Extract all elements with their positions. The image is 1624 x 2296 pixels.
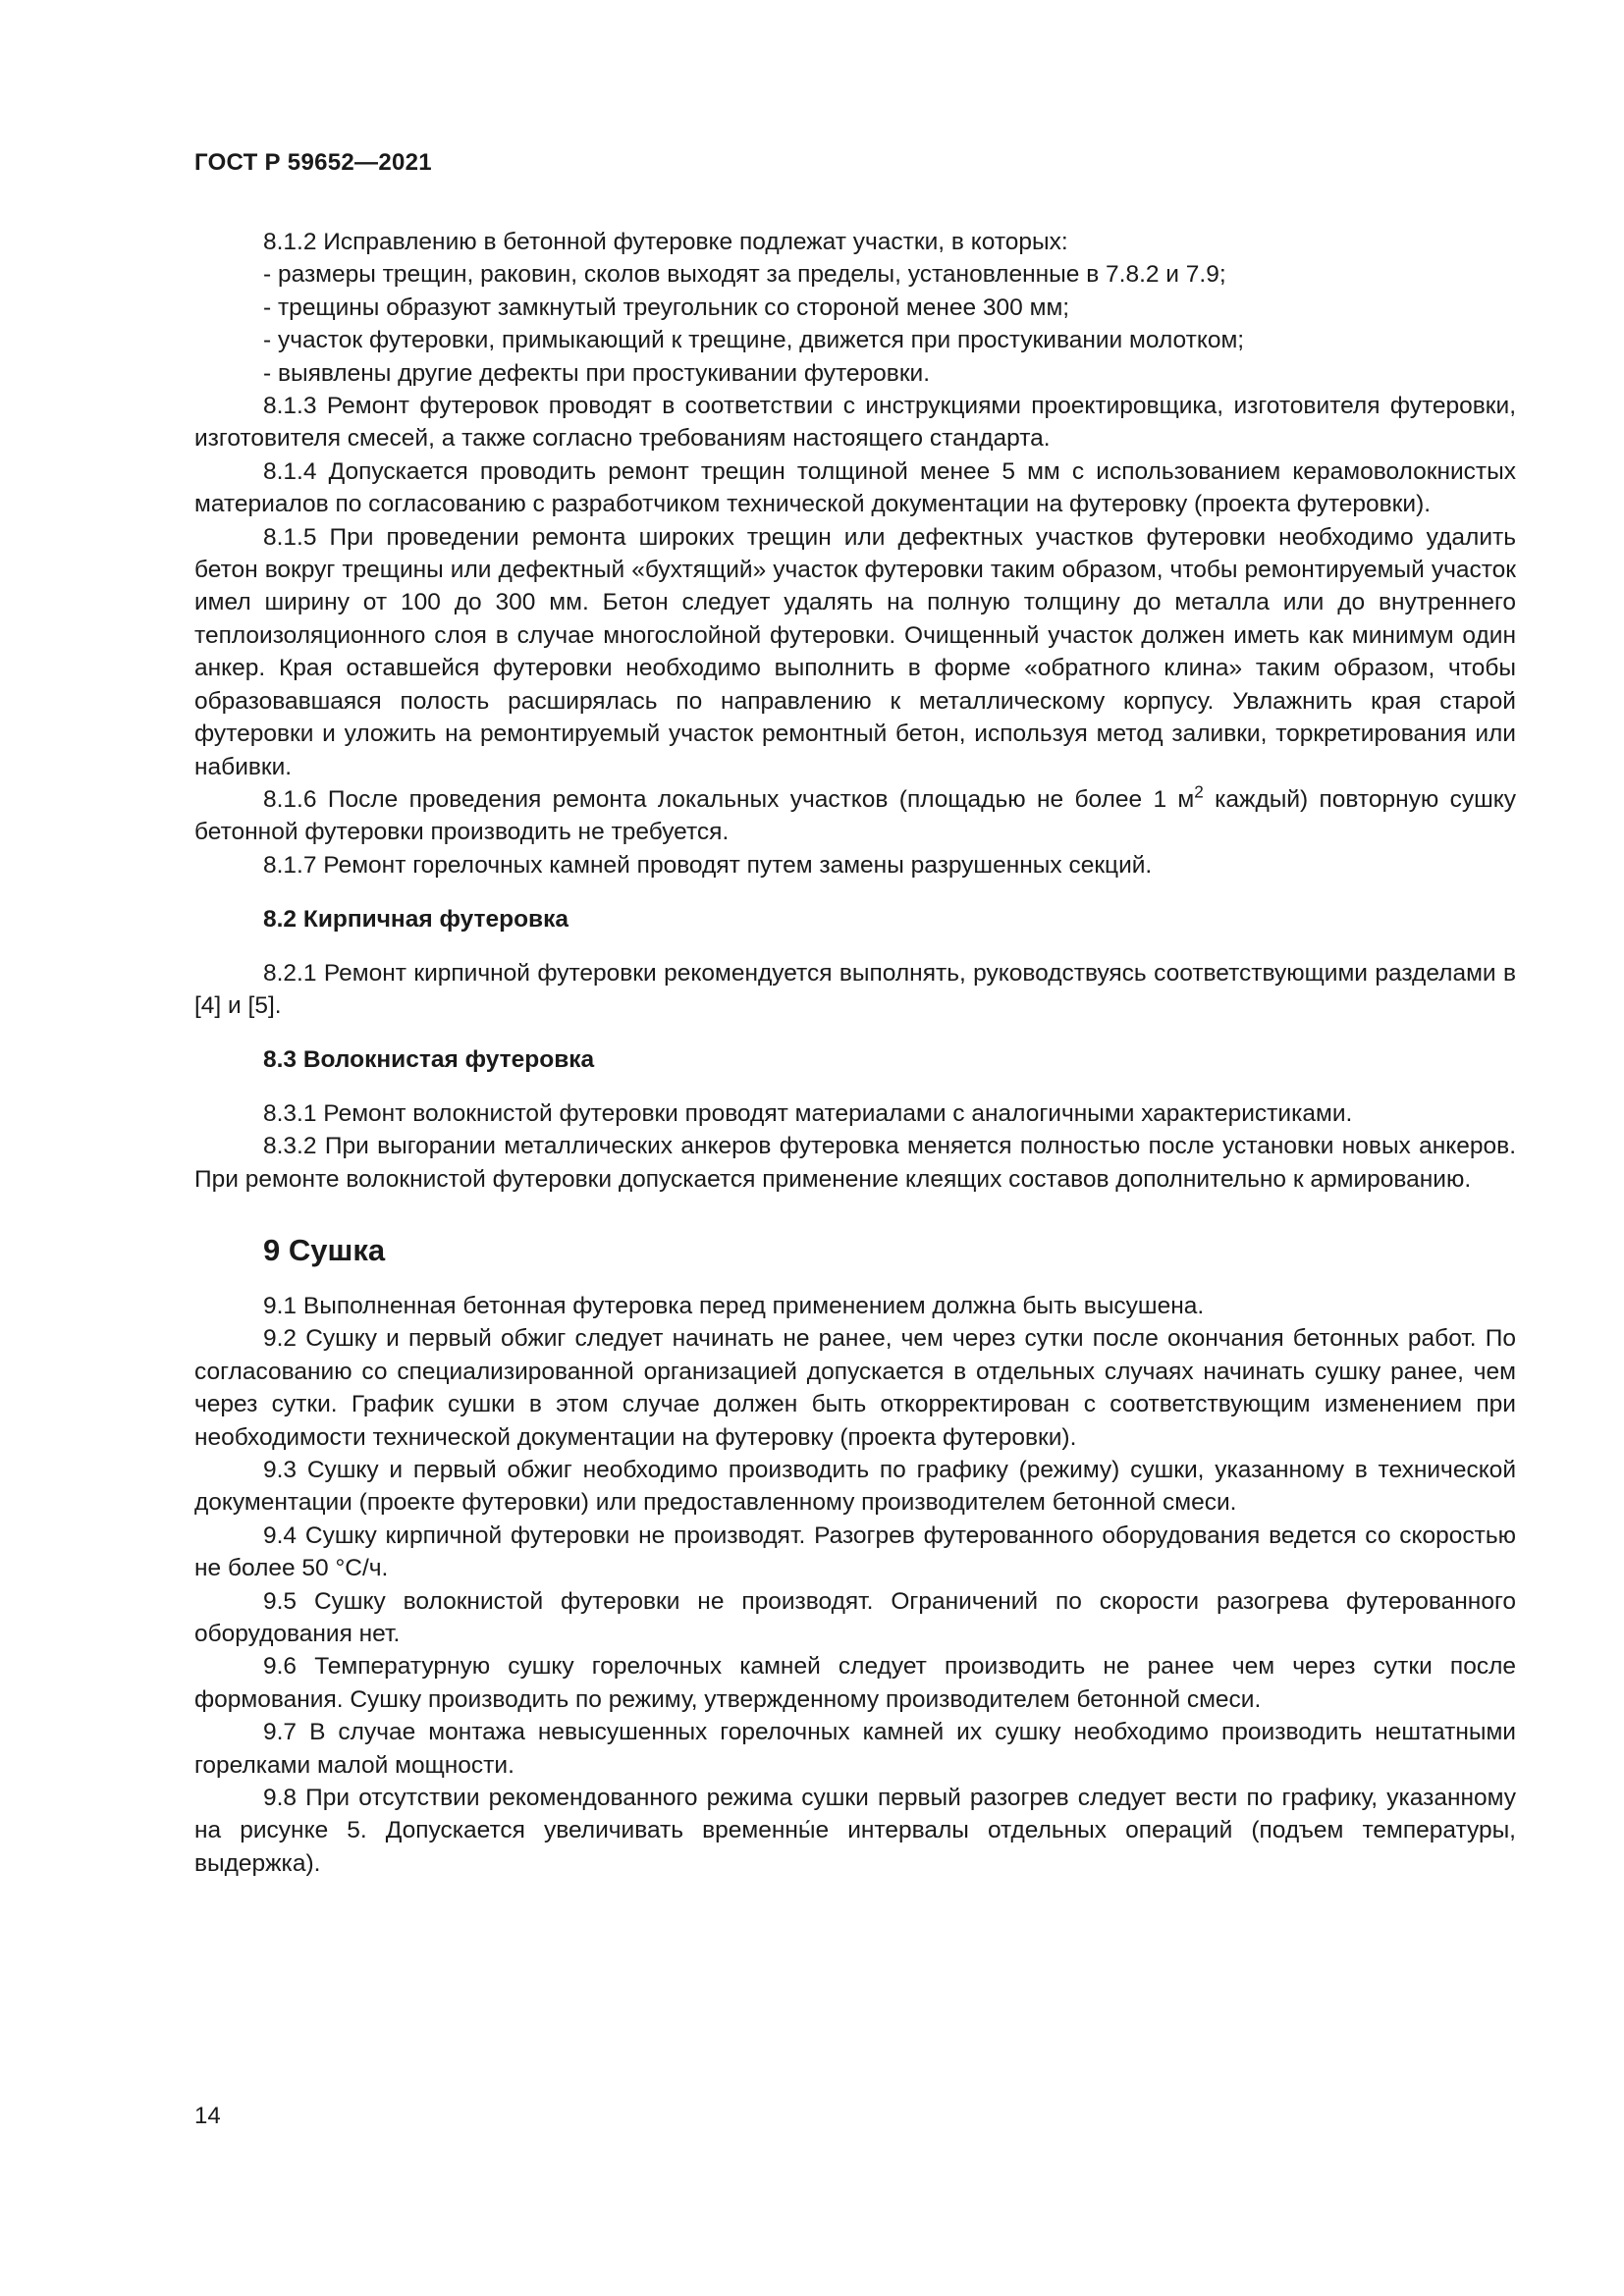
list-item: - размеры трещин, раковин, сколов выходят за пределы, установленные в 7.8.2 и 7.9; [263,261,1226,289]
document-header: ГОСТ Р 59652—2021 [194,149,432,176]
subsection-title-8-3: 8.3 Волокнистая футеровка [263,1046,595,1074]
paragraph-8-1-3: 8.1.3 Ремонт футеровок проводят в соответствии с инструкциями проектировщика, изготовителя футеровки, изготовителя смесей, а также согласно требованиям настоящего стандарта. [194,393,1516,453]
paragraph-8-3-1: 8.3.1 Ремонт волокнистой футеровки проводят материалами с аналогичными характеристиками. [263,1099,1353,1127]
paragraph-9-2: 9.2 Сушку и первый обжиг следует начинать не ранее, чем через сутки после окончания бетонных работ. По согласованию со специализированной организацией допускается в отдельных случаях начинать сушку ранее, чем через сутки. График сушки в этом случае должен быть откорректирован с соответствующим изменением при необходимости технической документации на футеровку (проекта футеровки). [194,1325,1516,1451]
paragraph-8-3-2: 8.3.2 При выгорании металлических анкеров футеровка меняется полностью после установки новых анкеров. При ремонте волокнистой футеровки допускается применение клеящих составов дополнительно к армированию. [194,1133,1516,1193]
paragraph-9-4: 9.4 Сушку кирпичной футеровки не производят. Разогрев футерованного оборудования ведется со скоростью не более 50 °С/ч. [194,1522,1516,1582]
paragraph-8-1-7: 8.1.7 Ремонт горелочных камней проводят путем замены разрушенных секций. [263,851,1153,879]
paragraph-8-2-1: 8.2.1 Ремонт кирпичной футеровки рекомендуется выполнять, руководствуясь соответствующими разделами в [4] и [5]. [194,959,1516,1019]
paragraph-8-1-5: 8.1.5 При проведении ремонта широких трещин или дефектных участков футеровки необходимо удалить бетон вокруг трещины или дефектный «бухтящий» участок футеровки таким образом, чтобы ремонтируемый участок имел ширину от 100 до 300 мм. Бетон следует удалять на полную толщину до металла или до внутреннего теплоизоляционного слоя в случае многослойной футеровки. Очищенный участок должен иметь как минимум один анкер. Края оставшейся футеровки необходимо выполнить в форме «обратного клина» таким образом, чтобы образовавшаяся полость расширялась по направлению к металлическому корпусу. Увлажнить края старой футеровки и уложить на ремонтируемый участок ремонтный бетон, используя метод заливки, торкретирования или набивки. [194,523,1516,780]
page-number: 14 [194,2103,221,2129]
paragraph-9-3: 9.3 Сушку и первый обжиг необходимо производить по графику (режиму) сушки, указанному в технической документации (проекте футеровки) или предоставленному производителем бетонной смеси. [194,1457,1516,1517]
paragraph-8-1-6 [194,783,1516,849]
list-item: - выявлены другие дефекты при простукивании футеровки. [263,359,931,387]
paragraph-9-6: 9.6 Температурную сушку горелочных камней следует производить не ранее чем через сутки после формования. Сушку производить по режиму, утвержденному производителем бетонной смеси. [194,1653,1516,1713]
paragraph-9-8: 9.8 При отсутствии рекомендованного режима сушки первый разогрев следует вести по графику, указанному на рисунке 5. Допускается увеличивать временны́е интервалы отдельных операций (подъем температуры, выдержка). [194,1785,1516,1877]
paragraph-9-5: 9.5 Сушку волокнистой футеровки не производят. Ограничений по скорости разогрева футерованного оборудования нет. [194,1587,1516,1648]
subsection-title-8-2: 8.2 Кирпичная футеровка [263,906,568,934]
list-item: - участок футеровки, примыкающий к трещине, движется при простукивании молотком; [263,327,1245,354]
list-item: - трещины образуют замкнутый треугольник со стороной менее 300 мм; [263,294,1070,321]
document-body [194,226,1516,1880]
paragraph-text: каждый) повторную сушку бетонной футеровки производить не требуется. [194,785,1516,846]
section-title-9: 9 Сушка [263,1232,386,1267]
superscript: 2 [1194,781,1204,802]
paragraph-text: 8.1.6 После проведения ремонта локальных участков (площадью не более 1 м [263,785,1195,813]
paragraph-8-1-2: 8.1.2 Исправлению в бетонной футеровке подлежат участки, в которых: [263,229,1068,255]
paragraph-8-1-4: 8.1.4 Допускается проводить ремонт трещин толщиной менее 5 мм с использованием керамоволокнистых материалов по согласованию с разработчиком технической документации на футеровку (проекта футеровки). [194,457,1516,518]
paragraph-9-7: 9.7 В случае монтажа невысушенных горелочных камней их сушку необходимо производить нештатными горелками малой мощности. [194,1719,1516,1779]
paragraph-9-1: 9.1 Выполненная бетонная футеровка перед применением должна быть высушена. [263,1292,1205,1319]
